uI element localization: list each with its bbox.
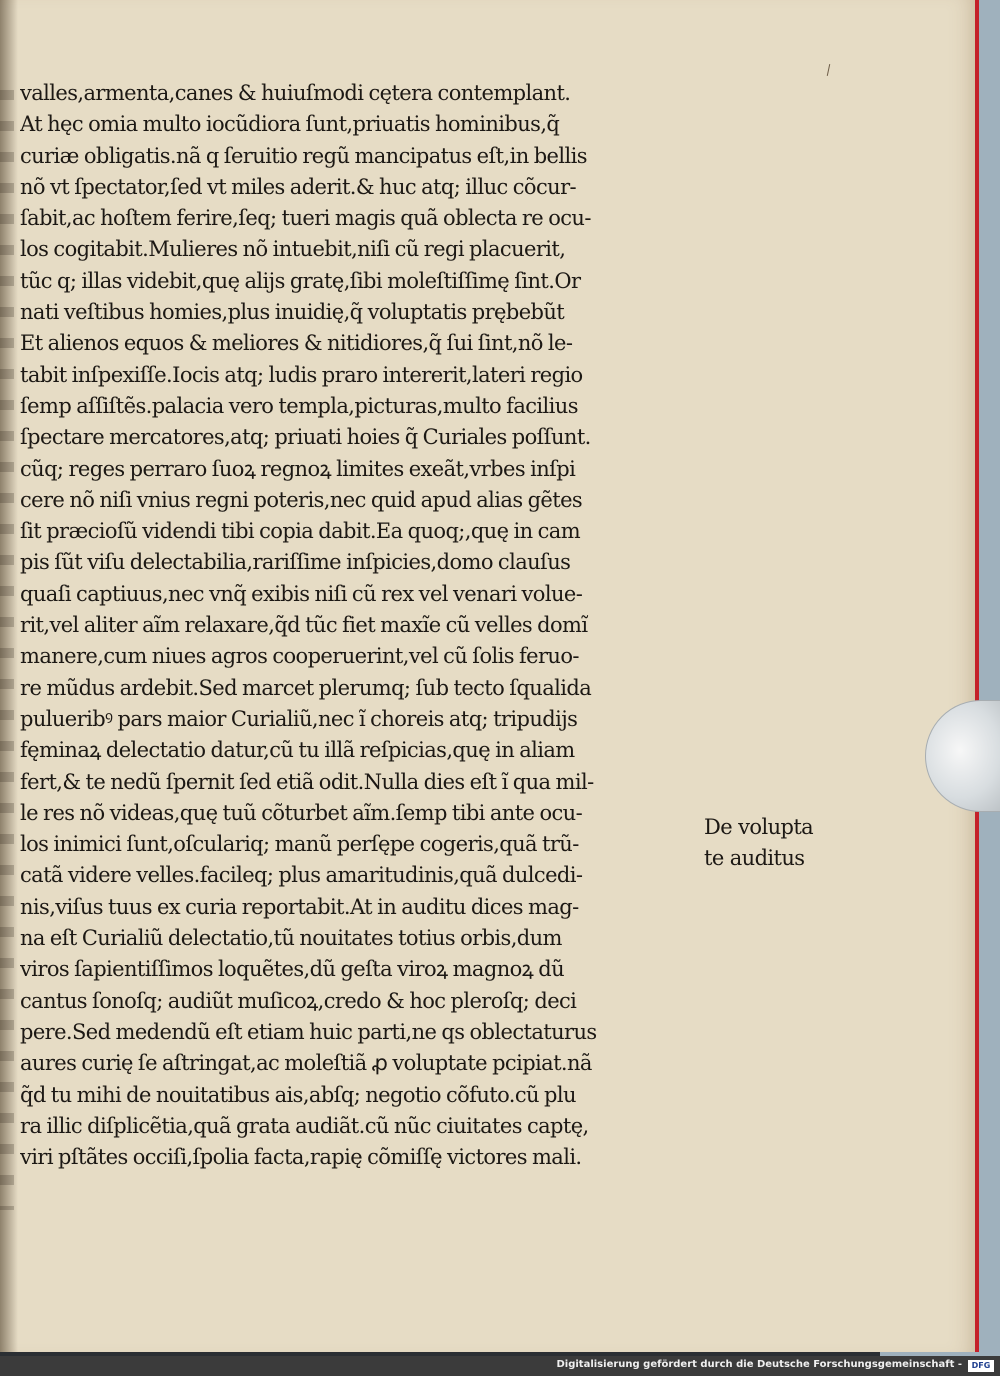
marginal-note-line: te auditus — [704, 846, 805, 870]
funding-credit: Digitalisierung gefördert durch die Deutsche Forschungsgemeinschaft - — [556, 1359, 962, 1370]
text-line: catã videre velles.facileq; plus amaritudinis,quã dulcedi- — [20, 863, 583, 888]
text-line: manere,cum niues agros cooperuerint,vel cũ ſolis feruo- — [20, 644, 579, 669]
text-line: re mũdus ardebit.Sed marcet plerumq; ſub tecto ſqualida — [20, 675, 592, 700]
text-line: valles,armenta,canes & huiuſmodi cętera contemplant. — [20, 81, 571, 105]
text-line: cantus ſonoſq; audiũt muſicoꝝ,credo & hoc pleroſq; deci — [20, 988, 577, 1013]
text-line: pere.Sed medendũ eſt etiam huic parti,ne qs oblectaturus — [20, 1019, 597, 1044]
main-text-column — [20, 78, 710, 1173]
marginal-note-line: De volupta — [704, 815, 814, 839]
text-line: cere nõ niſi vnius regni poteris,nec quid apud alias gẽtes — [20, 487, 583, 512]
text-line: curiæ obligatis.nã q ſeruitio regũ mancipatus eſt,in bellis — [20, 143, 587, 168]
text-line: aures curię ſe aſtringat,ac moleſtiã ꝓ voluptate pcipiat.nã — [20, 1051, 592, 1076]
text-line: los cogitabit.Mulieres nõ intuebit,niſi cũ regi placuerit, — [20, 237, 566, 262]
text-line: fert,& te nedũ ſpernit ſed etiã odit.Nulla dies eſt ĩ qua mil- — [20, 769, 594, 794]
text-line: viros ſapientiſſimos loquẽtes,dũ geſta viroꝝ magnoꝝ dũ — [20, 957, 565, 982]
text-line: fęminaꝝ delectatio datur,cũ tu illã reſpicias,quę in aliam — [20, 738, 575, 763]
text-line: ſemp aſſiſtẽs.palacia vero templa,picturas,multo facilius — [20, 393, 578, 418]
text-line: tũc q; illas videbit,quę alijs gratę,ſibi moleſtiſſimę ſint.Or — [20, 268, 581, 293]
text-line: nati veſtibus homies,plus inuidię,q̃ voluptatis prębebũt — [20, 300, 565, 325]
text-line: Et alienos equos & meliores & nitidiores,q̃ ſui ſint,nõ le- — [20, 331, 573, 356]
text-line: q̃d tu mihi de nouitatibus ais,abſq; negotio cõfuto.cũ plu — [20, 1082, 576, 1107]
text-line: rit,vel aliter aĩm relaxare,q̃d tũc fiet maxĩe cũ velles domĩ — [20, 613, 588, 638]
text-line: pis ſũt viſu delectabilia,rariſſime inſpicies,domo clauſus — [20, 550, 571, 575]
text-line: ſit præcioſũ videndi tibi copia dabit.Ea quoq;,quę in cam — [20, 519, 581, 544]
text-line: At hęc omia multo iocũdiora ſunt,priuatis hominibus,q̃ — [20, 112, 560, 137]
text-line: nis,viſus tuus ex curia reportabit.At in auditu dices mag- — [20, 894, 579, 919]
text-line: cũq; reges perraro ſuoꝝ regnoꝝ limites exeãt,vrbes inſpi — [20, 456, 576, 481]
text-line: los inimici ſunt,oſculariq; manũ perſępe cogeris,quã trũ- — [20, 832, 579, 857]
text-line: le res nõ videas,quę tuũ cõturbet aĩm.ſemp tibi ante ocu- — [20, 800, 583, 825]
text-line: viri pſtãtes occiſi,ſpolia facta,rapię cõmiſſę victores mali. — [20, 1145, 582, 1170]
marginal-note — [704, 812, 854, 874]
text-line: ſpectare mercatores,atq; priuati hoies q̃ Curiales poſſunt. — [20, 425, 591, 450]
text-line: ra illic diſplicẽtia,quã grata audiãt.cũ nũc ciuitates captę, — [20, 1113, 589, 1138]
ink-tick-mark — [827, 64, 830, 76]
gutter-marks — [0, 90, 14, 1210]
text-line: tabit inſpexiſſe.Iocis atq; ludis praro intererit,lateri regio — [20, 362, 583, 387]
text-line: quaſi captiuus,nec vnq̃ exibis niſi cũ rex vel venari volue- — [20, 581, 583, 606]
text-line: na eſt Curialiũ delectatio,tũ nouitates totius orbis,dum — [20, 926, 562, 951]
text-line: ſabit,ac hoſtem ferire,ſeq; tueri magis quã oblecta re ocu- — [20, 206, 591, 231]
text-line: pulueribꝰ pars maior Curialiũ,nec ĩ choreis atq; tripudijs — [20, 706, 578, 731]
dfg-logo: DFG — [968, 1360, 994, 1372]
text-line: nõ vt ſpectator,ſed vt miles aderit.& huc atq; illuc cõcur- — [20, 174, 576, 199]
